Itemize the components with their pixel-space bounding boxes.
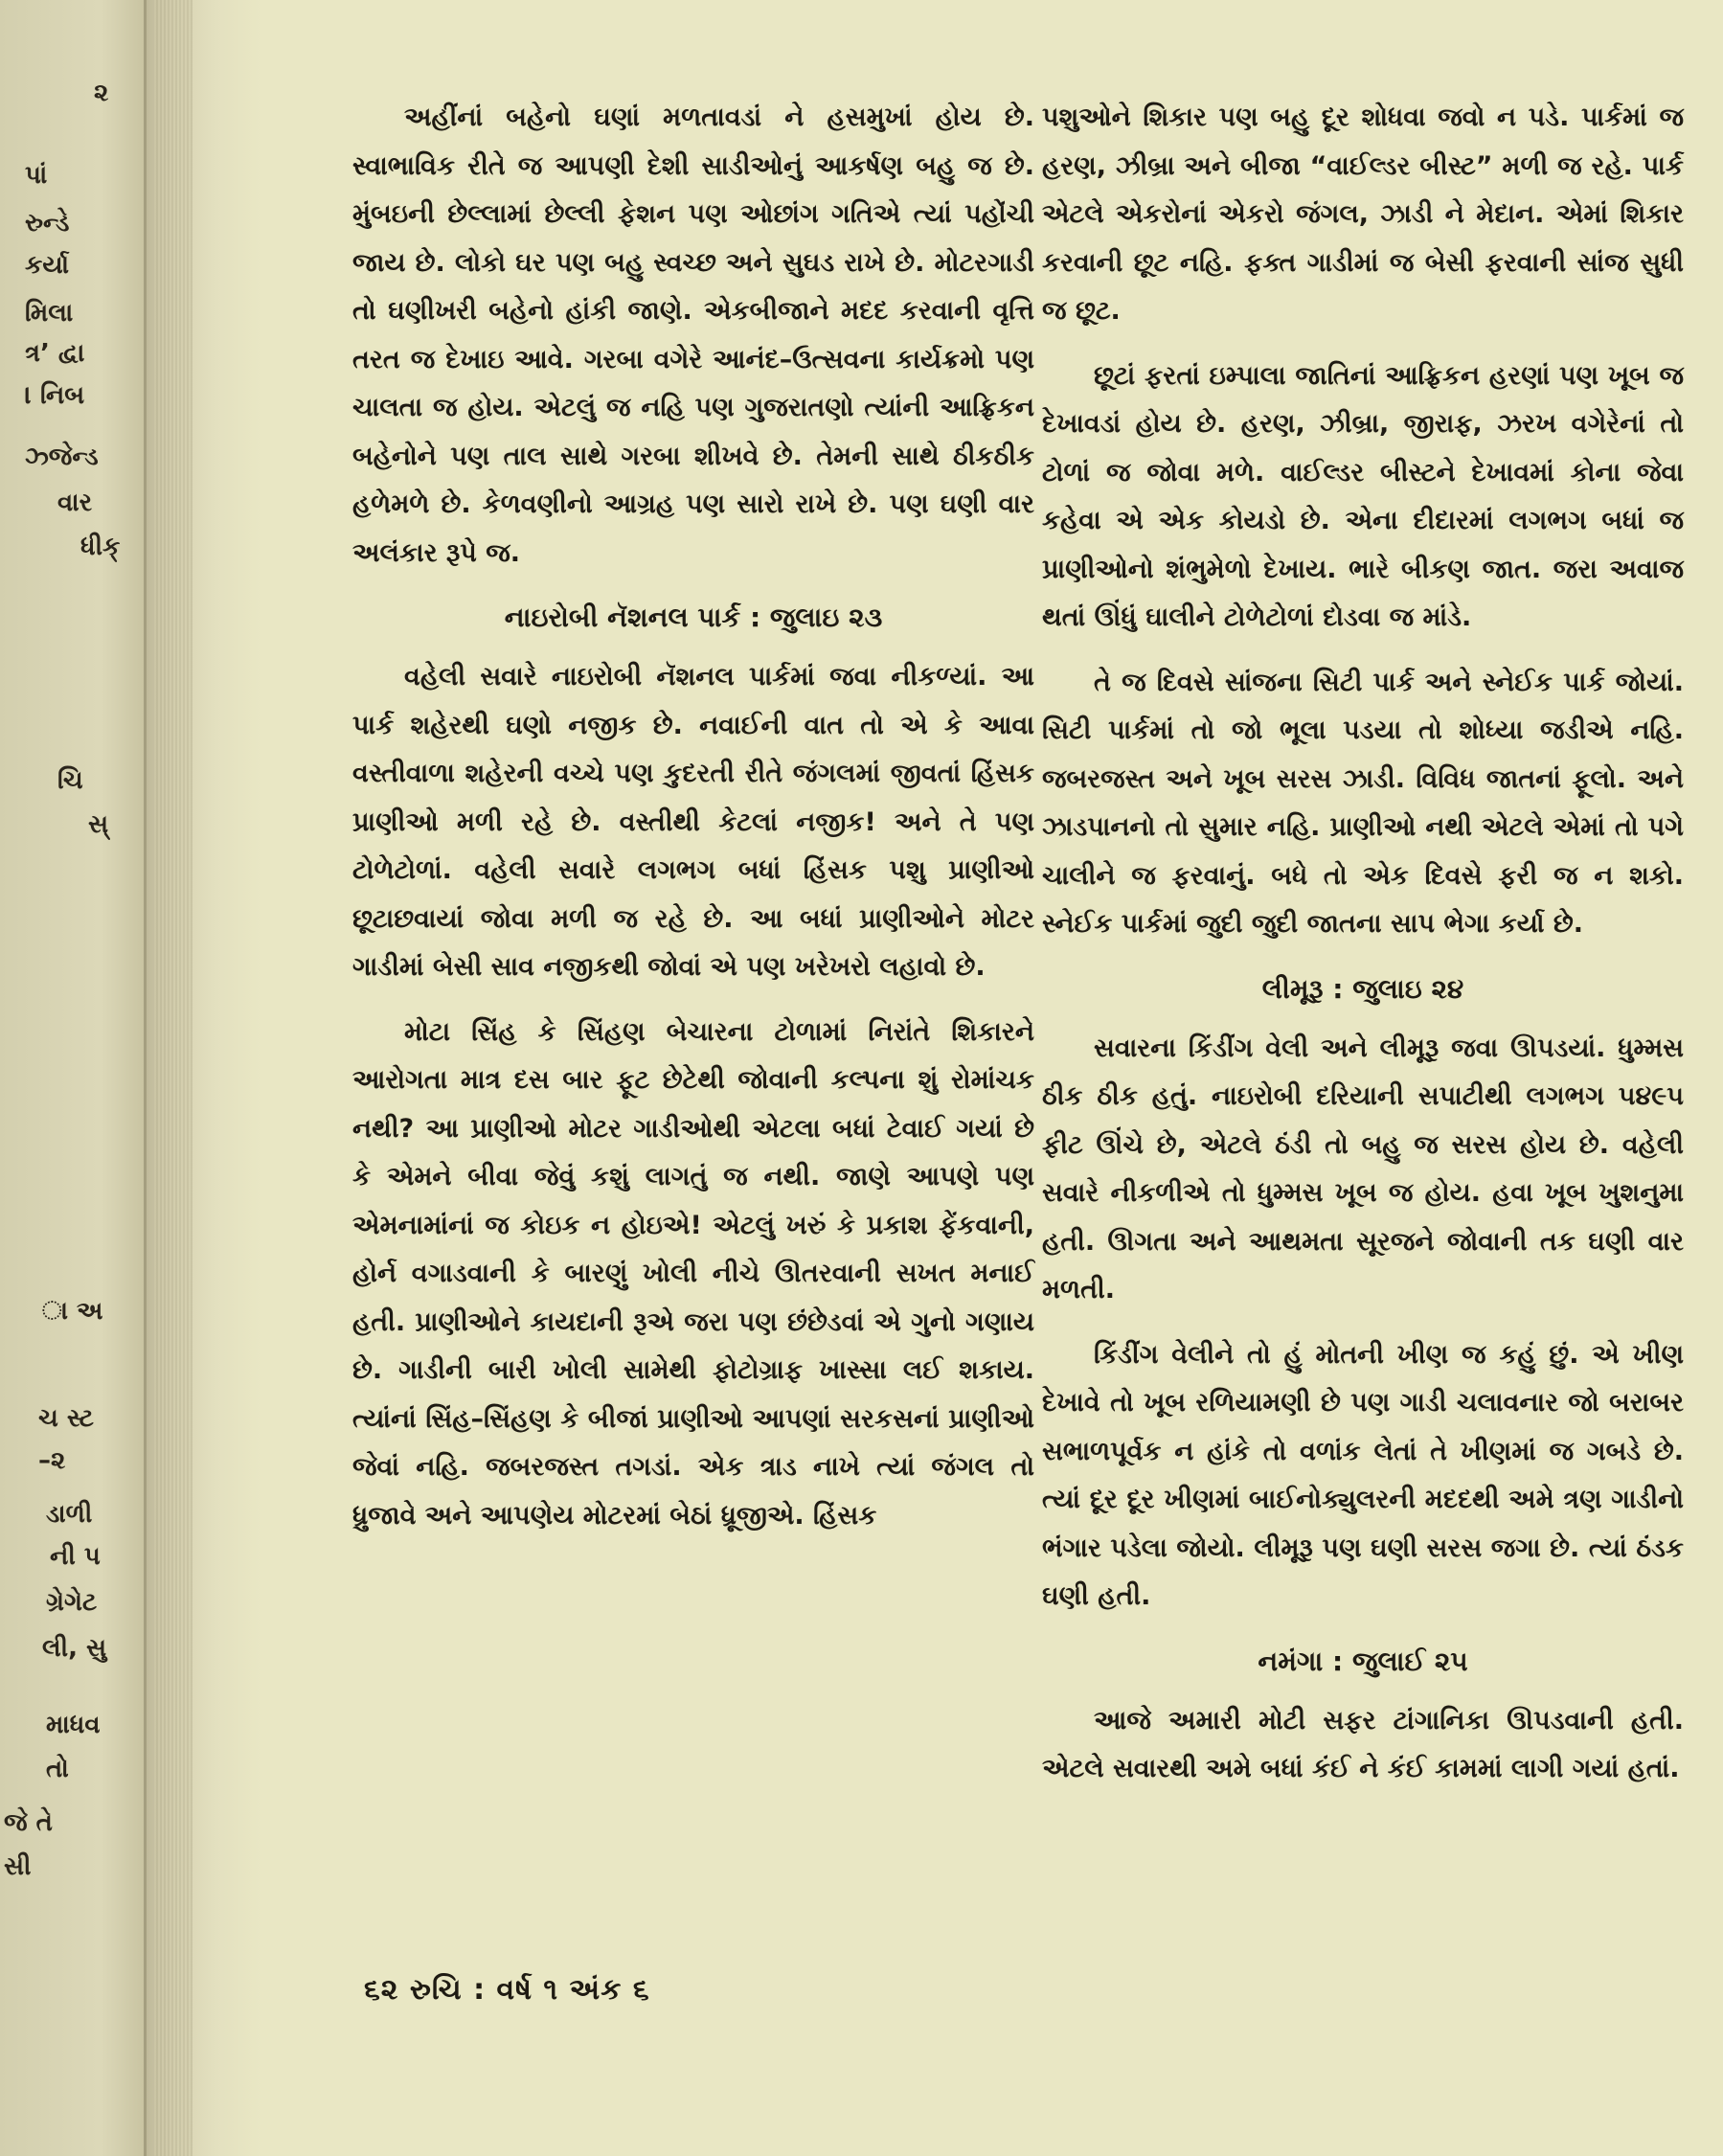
prev-page-fragment: ઝ્જેન્ડ bbox=[25, 443, 99, 471]
prev-page-fragment: વાર bbox=[57, 488, 93, 517]
prev-page-fragment: । નિબ bbox=[25, 381, 85, 410]
prev-page-fragment: તો bbox=[46, 1755, 69, 1783]
prev-page-fragment: ૨ bbox=[94, 79, 109, 107]
paragraph: તે જ દિવસે સાંજના સિટી પાર્ક અને સ્નેઈક પાર્ક જોયાં. સિટી પાર્કમાં તો જો ભૂલા પડયા તો શોધ્યા જડીએ નહિ. જબરજસ્ત અને ખૂબ સરસ ઝાડી. વિવિધ જાતનાં ફૂલો. અને ઝાડપાનનો તો સુમાર નહિ. પ્રાણીઓ નથી એટલે એમાં તો પગે ચાલીને જ ફરવાનું. બધે તો એક દિવસે ફરી જ ન શકો. સ્નેઈક પાર્કમાં જુદી જુદી જાતના સાપ ભેગા કર્યા છે. bbox=[1042, 667, 1684, 939]
page-footer: ૬૨ રુચિ : વર્ષ ૧ અંક ૬ bbox=[364, 1973, 650, 2007]
page-stack-edge bbox=[154, 0, 193, 2156]
prev-page-fragment: લી, સુ bbox=[42, 1634, 107, 1663]
section-heading: નાઇરોબી નૅશનલ પાર્ક : જુલાઇ ૨૩ bbox=[504, 601, 883, 633]
left-column bbox=[352, 94, 1034, 1556]
section-heading: નમંગા : જુલાઈ ૨૫ bbox=[1258, 1645, 1468, 1677]
prev-page-fragment: ત્ર’ દ્વા bbox=[25, 339, 85, 368]
prev-page-fragment: ચ સ્ટ bbox=[38, 1404, 94, 1433]
prev-page-fragment: જે તે bbox=[4, 1808, 53, 1837]
prev-page-fragment: માધવ bbox=[46, 1711, 101, 1739]
section-heading: લીમૂરૂ : જુલાઇ ૨૪ bbox=[1261, 972, 1464, 1005]
right-column bbox=[1042, 94, 1684, 1810]
paragraph: છૂટાં ફરતાં ઇમ્પાલા જાતિનાં આફ્રિકન હરણાં પણ ખૂબ જ દેખાવડાં હોય છે. હરણ, ઝીબ્રા, જીરાફ, ઝરખ વગેરેનાં તો ટોળાં જ જોવા મળે. વાઈલ્ડર બીસ્ટને દેખાવમાં કોના જેવા કહેવા એ એક કોયડો છે. એના દીદારમાં લગભગ બધાં જ પ્રાણીઓનો શંભુમેળો દેખાય. ભારે બીકણ જાત. જરા અવાજ થતાં ઊંધું ઘાલીને ટોળેટોળાં દોડવા જ માંડે. bbox=[1042, 360, 1684, 632]
prev-page-fragment: રુન્ડે bbox=[25, 209, 70, 238]
prev-page-fragment: મિલા bbox=[25, 299, 74, 328]
prev-page-fragment: ા અ bbox=[42, 1297, 103, 1326]
paragraph: પશુઓને શિકાર પણ બહુ દૂર શોધવા જવો ન પડે. પાર્કમાં જ હરણ, ઝીબ્રા અને બીજા “વાઈલ્ડર બીસ્ટ” મળી જ રહે. પાર્ક એટલે એકરોનાં એકરો જંગલ, ઝાડી ને મેદાન. એમાં શિકાર કરવાની છૂટ નહિ. ફક્ત ગાડીમાં જ બેસી ફરવાની સાંજ સુધી જ છૂટ. bbox=[1042, 102, 1684, 326]
prev-page-fragment: પાં bbox=[25, 161, 48, 190]
prev-page-fragment: ચિ bbox=[57, 766, 83, 795]
paragraph: મોટા સિંહ કે સિંહણ બેચારના ટોળામાં નિરાંતે શિકારને આરોગતા માત્ર દસ બાર ફૂટ છેટેથી જોવાની કલ્પના શું રોમાંચક નથી? આ પ્રાણીઓ મોટર ગાડીઓથી એટલા બધાં ટેવાઈ ગયાં છે કે એમને બીવા જેવું કશું લાગતું જ નથી. જાણે આપણે પણ એમનામાંનાં જ કોઇક ન હોઇએ! એટલું ખરું કે પ્રકાશ ફેંકવાની, હોર્ન વગાડવાની કે બારણું ખોલી નીચે ઊતરવાની સખત મનાઈ હતી. પ્રાણીઓને કાયદાની રૂએ જરા પણ છંછેડવાં એ ગુનો ગણાય છે. ગાડીની બારી ખોલી સામેથી ફોટોગ્રાફ ખાસ્સા લઈ શકાય. ત્યાંનાં સિંહ–સિંહણ કે બીજાં પ્રાણીઓ આપણાં સરકસનાં પ્રાણીઓ જેવાં નહિ. જબરજસ્ત તગડાં. એક ત્રાડ નાખે ત્યાં જંગલ તો ધ્રુજાવે અને આપણેય મોટરમાં બેઠાં ધ્રૂજીએ. હિંસક bbox=[352, 1016, 1034, 1531]
book-spine bbox=[144, 0, 261, 2156]
paragraph: કિંડીંગ વેલીને તો હું મોતની ખીણ જ કહું છું. એ ખીણ દેખાવે તો ખૂબ રળિયામણી છે પણ ગાડી ચલાવનાર જો બરાબર સભાળપૂર્વક ન હાંકે તો વળાંક લેતાં તે ખીણમાં જ ગબડે છે. ત્યાં દૂર દૂર ખીણમાં બાઈનોક્યુલરની મદદથી અમે ત્રણ ગાડીનો ભંગાર પડેલા જોયો. લીમૂરૂ પણ ઘણી સરસ જગા છે. ત્યાં ઠંડક ઘણી હતી. bbox=[1042, 1339, 1684, 1611]
previous-page-edge bbox=[0, 0, 144, 2156]
paragraph: સવારના કિંડીંગ વેલી અને લીમૂરૂ જવા ઊપડયાં. ધુમ્મસ ઠીક ઠીક હતું. નાઇરોબી દરિયાની સપાટીથી લગભગ ૫૪૯૫ ફીટ ઊંચે છે, એટલે ઠંડી તો બહુ જ સરસ હોય છે. વહેલી સવારે નીકળીએ તો ધુમ્મસ ખૂબ જ હોય. હવા ખૂબ ખુશનુમા હતી. ઊગતા અને આથમતા સૂરજને જોવાની તક ઘણી વાર મળતી. bbox=[1042, 1033, 1684, 1305]
paragraph: અહીંનાં બહેનો ઘણાં મળતાવડાં ને હસમુખાં હોય છે. સ્વાભાવિક રીતે જ આપણી દેશી સાડીઓનું આકર્ષણ બહુ જ છે. મુંબઇની છેલ્લામાં છેલ્લી ફેશન પણ ઓછાંગ ગતિએ ત્યાં પહોંચી જાય છે. લોકો ઘર પણ બહુ સ્વચ્છ અને સુઘડ રાખે છે. મોટરગાડી તો ઘણીખરી બહેનો હાંકી જાણે. એકબીજાને મદદ કરવાની વૃત્તિ તરત જ દેખાઇ આવે. ગરબા વગેરે આનંદ–ઉત્સવના કાર્યક્રમો પણ ચાલતા જ હોય. એટલું જ નહિ પણ ગુજરાતણો ત્યાંની આફ્રિકન બહેનોને પણ તાલ સાથે ગરબા શીખવે છે. તેમની સાથે ઠીકઠીક હળેમળે છે. કેળવણીનો આગ્રહ પણ સારો રાખે છે. પણ ઘણી વાર અલંકાર રૂપે જ. bbox=[352, 102, 1034, 568]
prev-page-fragment: –૨ bbox=[38, 1446, 66, 1475]
prev-page-fragment: સ્ bbox=[88, 810, 109, 839]
paragraph: આજે અમારી મોટી સફર ટાંગાનિકા ઊપડવાની હતી. એટલે સવારથી અમે બધાં કંઈ ને કંઈ કામમાં લાગી ગયાં હતાં. bbox=[1042, 1705, 1684, 1783]
paragraph: વહેલી સવારે નાઇરોબી નૅશનલ પાર્કમાં જવા નીકળ્યાં. આ પાર્ક શહેરથી ઘણો નજીક છે. નવાઈની વાત તો એ કે આવા વસ્તીવાળા શહેરની વચ્ચે પણ કુદરતી રીતે જંગલમાં જીવતાં હિંસક પ્રાણીઓ મળી રહે છે. વસ્તીથી કેટલાં નજીક! અને તે પણ ટોળેટોળાં. વહેલી સવારે લગભગ બધાં હિંસક પશુ પ્રાણીઓ છૂટાછવાયાં જોવા મળી જ રહે છે. આ બધાં પ્રાણીઓને મોટર ગાડીમાં બેસી સાવ નજીકથી જોવાં એ પણ ખરેખરો લહાવો છે. bbox=[352, 662, 1034, 982]
prev-page-fragment: ની પ bbox=[50, 1542, 101, 1571]
prev-page-fragment: ધીક્ bbox=[80, 533, 121, 561]
prev-page-fragment: કર્યા bbox=[25, 251, 70, 280]
prev-page-fragment: ગ્રેગેટ bbox=[46, 1588, 98, 1617]
prev-page-fragment: સી bbox=[4, 1852, 32, 1881]
prev-page-fragment: ડાળી bbox=[46, 1500, 93, 1529]
